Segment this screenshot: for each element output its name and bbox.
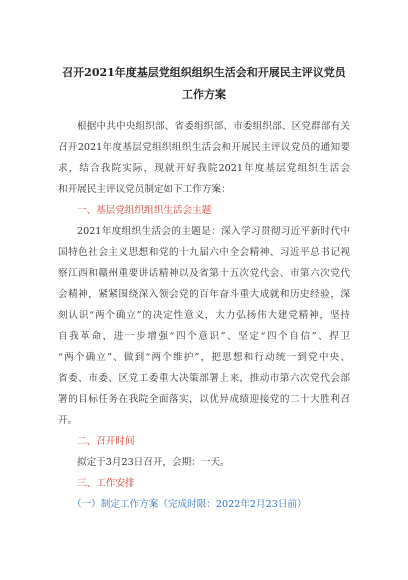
- body-line: 自我革命，进一步增强“四个意识”、坚定“四个自信”、捍卫: [58, 331, 350, 342]
- section-heading: 二、召开时间: [77, 436, 135, 447]
- body-line: 开。: [58, 415, 78, 426]
- title-line: 工作方案: [182, 88, 226, 101]
- section-subheading: （一）制定工作方案（完成时限：2022年2月23日前）: [72, 499, 307, 510]
- document-title: [40, 62, 368, 106]
- body-line: “两个确立”、做到“两个维护”，把思想和行动统一到党中央、: [58, 352, 350, 363]
- body-line: 省委、市委、区党工委重大决策部署上来，推动市第六次党代会部: [58, 373, 350, 384]
- body-line: 察江西和赣州重要讲话精神以及省第十五次党代会、市第六次党代: [58, 268, 350, 279]
- body-line: 2021年度组织生活会的主题是：深入学习贯彻习近平新时代中: [77, 226, 350, 237]
- intro-line: 和开展民主评议党员制定如下工作方案：: [58, 184, 231, 195]
- section-heading: 一、基层党组织组织生活会主题: [77, 205, 212, 216]
- document-body: [58, 116, 350, 515]
- body-line: 会精神，紧紧围绕深入领会党的百年奋斗重大成就和历史经验，深: [58, 289, 350, 300]
- title-line: 召开2021年度基层党组织组织生活会和开展民主评议党员: [62, 66, 346, 79]
- body-line: 刻认识“两个确立”的决定性意义，大力弘扬伟大建党精神，坚持: [58, 310, 350, 321]
- intro-line: 求，结合我院实际，现就开好我院2021年度基层党组织生活会: [58, 163, 350, 174]
- intro-line: 根据中共中央组织部、省委组织部、市委组织部、区党群部有关: [77, 121, 350, 132]
- body-line: 拟定于3月23日召开，会期：一天。: [77, 457, 230, 468]
- section-heading: 三、工作安排: [77, 478, 135, 489]
- body-line: 署的目标任务在我院全面落实，以优异成绩迎接党的二十大胜利召: [58, 394, 350, 405]
- intro-line: 召开2021年度基层党组织组织生活会和开展民主评议党员的通知要: [58, 142, 350, 153]
- body-line: 国特色社会主义思想和党的十九届六中全会精神、习近平总书记视: [58, 247, 350, 258]
